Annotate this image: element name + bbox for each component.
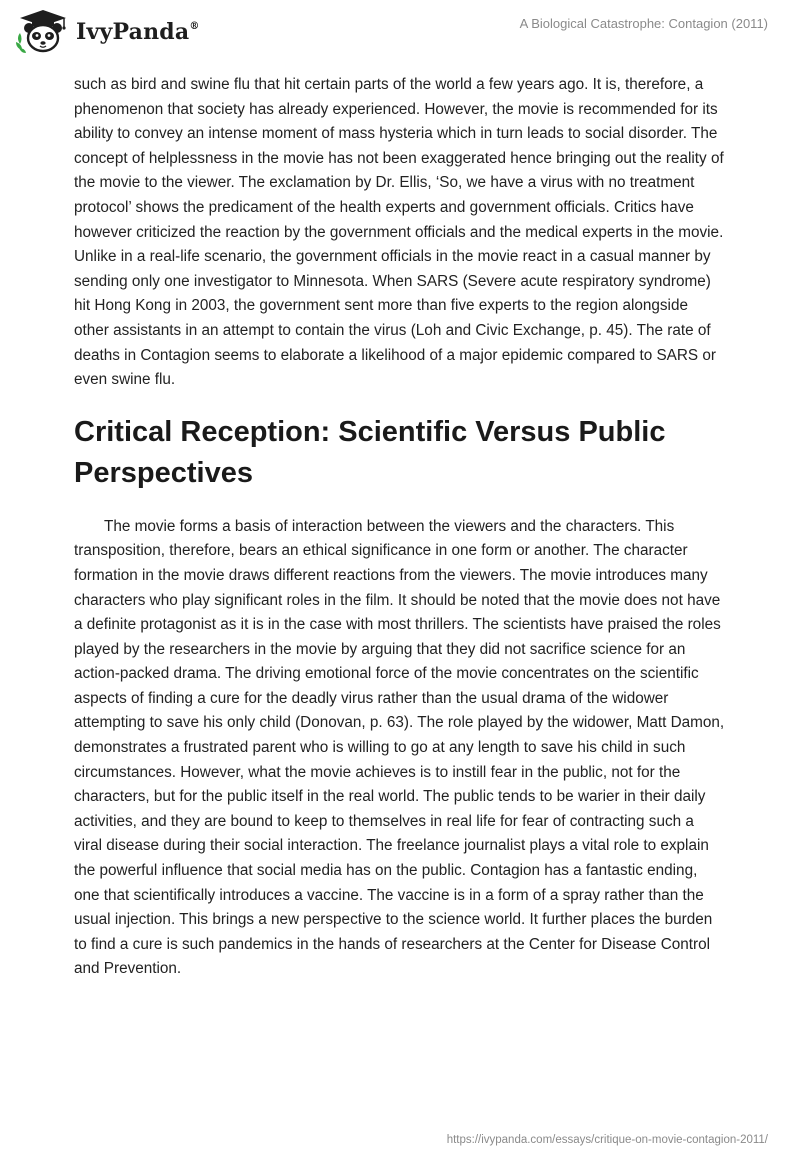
brand-name — [76, 19, 200, 45]
brand-logo[interactable] — [14, 8, 200, 54]
source-url[interactable]: https://ivypanda.com/essays/critique-on-movie-contagion-2011/ — [446, 1134, 768, 1146]
brand-name-text: IvyPanda — [76, 19, 190, 45]
document-title: A Biological Catastrophe: Contagion (2011) — [519, 16, 768, 31]
section-heading: Critical Reception: Scientific Versus Public Perspectives — [74, 415, 666, 489]
essay-content — [74, 73, 726, 982]
page-header — [0, 0, 800, 70]
body-paragraph: The movie forms a basis of interaction between the viewers and the characters. This transposition, therefore, bears an ethical significance in one form or another. The character formation in the movie draws different reactions from the viewers. The movie introduces many characters who play significant roles in the film. It should be noted that the movie does not have a definite protagonist as it is in the case with most thrillers. The scientists have praised the roles played by the researchers in the movie by arguing that they did not sacrifice science for an action-packed drama. The driving emotional force of the movie concentrates on the scientific aspects of finding a cure for the deadly virus rather than the usual drama of the widower attempting to save his only child (Donovan, p. 63). The role played by the widower, Matt Damon, demonstrates a frustrated parent who is willing to go at any length to save his child in such circumstances. However, what the movie achieves is to instill fear in the public, not for the characters, but for the public itself in the real world. The public tends to be warier in their daily activities, and they are bound to keep to themselves in real life for fear of contracting such a viral disease during their social interaction. The freelance journalist plays a vital role to explain the powerful influence that social media has on the public. Contagion has a fantastic ending, one that scientifically introduces a vaccine. The vaccine is in a form of a spray rather than the usual injection. This brings a new perspective to the science world. It further places the burden to find a cure is such pandemics in the hands of researchers at the Center for Disease Control and Prevention. — [74, 517, 725, 978]
registered-mark: ® — [189, 20, 200, 32]
panda-graduate-logo-icon — [14, 8, 72, 54]
body-paragraph: such as bird and swine flu that hit certain parts of the world a few years ago. It is, therefore, a phenomenon that society has already experienced. However, the movie is recommended for its ability to convey an intense moment of mass hysteria which in turn leads to social disorder. The concept of helplessness in the movie has not been exaggerated hence bringing out the reality of the movie to the viewer. The exclamation by Dr. Ellis, ‘So, we have a virus with no treatment protocol’ shows the predicament of the health experts and government officials. Critics have however criticized the reaction by the government officials and the medical experts in the movie. Unlike in a real-life scenario, the government officials in the movie react in a casual manner by sending only one investigator to Minnesota. When SARS (Severe acute respiratory syndrome) hit Hong Kong in 2003, the government sent more than five experts to the region alongside other assistants in an attempt to contain the virus (Loh and Civic Exchange, p. 45). The rate of deaths in Contagion seems to elaborate a likelihood of a major epidemic compared to SARS or even swine flu. — [74, 76, 724, 389]
